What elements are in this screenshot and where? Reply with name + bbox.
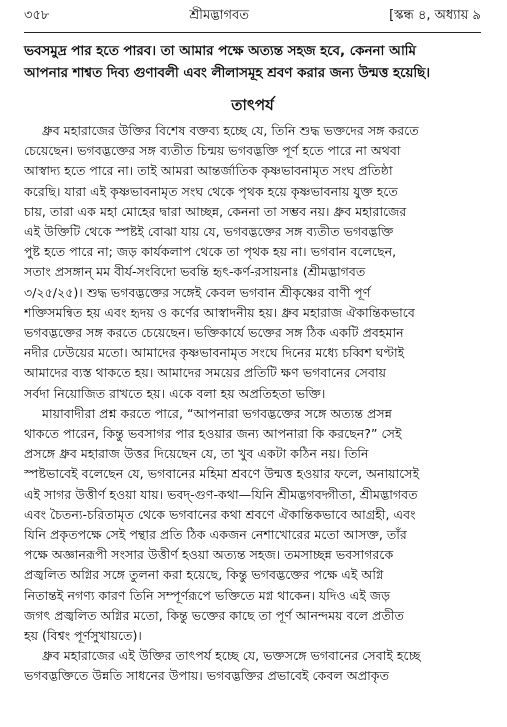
text-line: আস্বাদ্য হতে পারে না। তাই আমরা আন্তর্জাতিক কৃষ্ণভাবনামৃত সংঘ প্রতিষ্ঠা <box>24 163 393 179</box>
header-rule <box>24 32 481 33</box>
text-line: শক্তিসমন্বিত হয় এবং হৃদয় ও কর্ণের আস্বাদনীয় হয়। ধ্রুব মহারাজ ঐকান্তিকভাবে <box>24 304 415 320</box>
purport-heading: তাৎপর্য <box>231 96 274 114</box>
text-line: চেয়েছেন। ভগবদ্ভক্তের সঙ্গ ব্যতীত চিন্ময় ভগবদ্ভক্তি পূর্ণ হতে পারে না অথবা <box>24 143 401 159</box>
text-line: আমাদের ব্যস্ত থাকতে হয়। আমাদের সময়ের প্রতিটি ক্ষণ ভগবানের সেবায় <box>24 365 387 381</box>
text-line: করেছি। যারা এই কৃষ্ণভাবনামৃত সংঘ থেকে পৃথক হয়ে কৃষ্ণভাবনায় যুক্ত হতে <box>24 183 398 199</box>
text-line: ধ্রুব মহারাজের এই উক্তির তাৎপর্য হচ্ছে যে, ভক্তসঙ্গে ভগবানের সেবাই হচ্ছে <box>42 648 421 664</box>
text-line: সতাং প্রসঙ্গান্ মম বীর্য-সংবিদো ভবন্তি হৃৎ-কর্ণ-রসায়নাঃ (শ্রীমদ্ভাগবত <box>24 264 366 280</box>
text-line: পুষ্ট হতে পারে না; জড় কার্যকলাপ থেকে তা পৃথক হয় না। ভগবান বলেছেন, <box>24 244 397 260</box>
text-line: এবং চৈতন্য-চরিতামৃত থেকে ভগবানের কথা শ্রবণে ঐকান্তিকভাবে আগ্রহী, এবং <box>24 506 416 522</box>
text-line: নিতান্তই নগণ্য কারণ তিনি সম্পূর্ণরূপে ভক্তিতে মগ্ন থাকেন। যদিও এই জড় <box>24 587 391 603</box>
text-line: ভগবদ্ভক্তের সঙ্গ করতে চেয়েছেন। ভক্তিকার্যে ভক্তের সঙ্গ ঠিক একটি প্রবহমান <box>24 325 404 341</box>
verse-line: আপনার শাশ্বত দিব্য গুণাবলী এবং লীলাসমূহ শ্রবণ করার জন্য উন্মত্ত হয়েছি। <box>24 65 431 81</box>
text-line: এই উক্তিটি থেকে স্পষ্টই বোঝা যায় যে, ভগবদ্ভক্তের সঙ্গ ব্যতীত ভগবদ্ভক্তি <box>24 224 394 240</box>
chapter-reference: [স্কন্ধ ৪, অধ্যায় ৯ <box>389 8 481 23</box>
purport-paragraph-1 <box>24 121 481 404</box>
text-line: ধ্রুব মহারাজের উক্তির বিশেষ বক্তব্য হচ্ছে যে, তিনি শুদ্ধ ভক্তদের সঙ্গ করতে <box>42 123 419 138</box>
book-title: শ্রীমদ্ভাগবত <box>189 8 250 23</box>
verse-line: ভবসমুদ্র পার হতে পারব। তা আমার পক্ষে অত্যন্ত সহজ হবে, কেননা আমি <box>24 44 416 59</box>
text-line: পক্ষে অজ্ঞানরূপী সংসার উত্তীর্ণ হওয়া অত্যন্ত সহজ। তমসাচ্ছন্ন ভবসাগরকে <box>24 547 394 563</box>
text-line: প্রজ্বলিত অগ্নির সঙ্গে তুলনা করা হয়েছে, কিন্তু ভগবদ্ভক্তের পক্ষে এই অগ্নি <box>24 567 384 583</box>
text-line: জগৎ প্রজ্বলিত অগ্নির মতো, কিন্তু ভক্তের কাছে তা পূর্ণ আনন্দময় বলে প্রতীত <box>24 607 404 623</box>
text-line: যিনি প্রকৃতপক্ষে সেই পন্থার প্রতি ঠিক একজন নেশাখোরের মতো আসক্ত, তাঁর <box>24 527 407 543</box>
page-number: ৩৫৮ <box>24 8 50 23</box>
text-line: প্রসঙ্গে ধ্রুব মহারাজ উত্তর দিয়েছেন যে, তা খুব একটা কঠিন নয়। তিনি <box>24 446 369 462</box>
purport-paragraph-2 <box>24 404 481 646</box>
text-line: ভগবদ্ভক্তিতে উন্নতি সাধনের উপায়। ভগবদ্ভক্তির প্রভাবেই কেবল অপ্রাকৃত <box>24 668 390 684</box>
verse-translation <box>24 41 481 84</box>
text-line: চায়, তারা এক মহা মোহের দ্বারা আচ্ছন্ন, কেননা তা সম্ভব নয়। ধ্রুব মহারাজের <box>24 203 407 219</box>
text-line: এই সাগর উত্তীর্ণ হওয়া যায়। ভবদ্-গুণ-কথা—যিনি শ্রীমদ্ভগবদ্গীতা, শ্রীমদ্ভাগবত <box>24 486 418 502</box>
text-line: ৩/২৫/২৫)। শুদ্ধ ভগবদ্ভক্তের সঙ্গেই কেবল ভগবান শ্রীকৃষ্ণের বাণী পূর্ণ <box>24 284 371 300</box>
text-line: মায়াবাদীরা প্রশ্ন করতে পারে, “আপনারা ভগবদ্ভক্তের সঙ্গে অত্যন্ত প্রসন্ন <box>42 405 392 421</box>
text-line: নদীর ঢেউয়ের মতো। আমাদের কৃষ্ণভাবনামৃত সংঘে দিনের মধ্যে চব্বিশ ঘণ্টাই <box>24 345 405 361</box>
text-line: থাকতে পারেন, কিন্তু ভবসাগর পার হওয়ার জন্য আপনারা কি করছেন?” সেই <box>24 426 402 442</box>
text-line: স্পষ্টভাবেই বলেছেন যে, ভগবানের মহিমা শ্রবণে উন্মত্ত হওয়ার ফলে, অনায়াসেই <box>24 466 420 482</box>
purport-paragraph-3 <box>24 646 481 686</box>
text-line: হয় (বিশ্বং পূর্ণসুখায়তে)। <box>24 628 142 644</box>
text-line: সর্বদা নিয়োজিত রাখতে হয়। একে বলা হয় অপ্রতিহতা ভক্তি। <box>24 385 326 401</box>
page-header <box>24 6 481 26</box>
